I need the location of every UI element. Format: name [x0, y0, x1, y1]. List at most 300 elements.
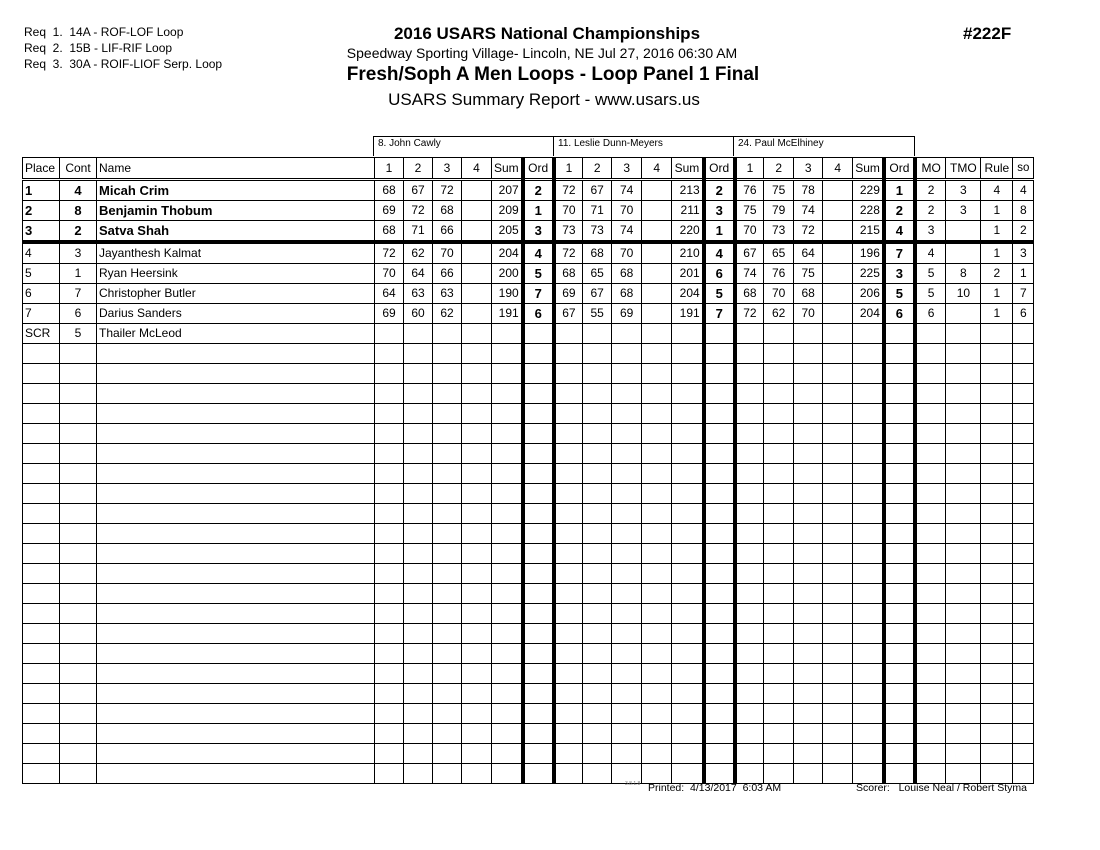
empty-cell: [23, 424, 60, 444]
empty-row: [23, 724, 1034, 744]
name-cell: Ryan Heersink: [97, 264, 375, 284]
empty-cell: [1013, 384, 1034, 404]
empty-cell: [612, 444, 642, 464]
empty-cell: [97, 504, 375, 524]
empty-cell: [823, 344, 853, 364]
judge1-score-1: 70: [375, 264, 404, 284]
empty-cell: [1013, 484, 1034, 504]
empty-cell: [23, 564, 60, 584]
empty-cell: [853, 504, 884, 524]
empty-cell: [1013, 624, 1034, 644]
empty-cell: [642, 564, 672, 584]
empty-cell: [672, 504, 704, 524]
empty-cell: [492, 444, 523, 464]
empty-cell: [735, 424, 764, 444]
empty-cell: [946, 484, 981, 504]
empty-cell: [492, 724, 523, 744]
empty-cell: [554, 384, 583, 404]
rule-cell: 1: [981, 284, 1013, 304]
judge1-sum: 204: [492, 242, 523, 264]
empty-cell: [462, 384, 492, 404]
empty-cell: [612, 684, 642, 704]
empty-cell: [853, 344, 884, 364]
place-cell: 7: [23, 304, 60, 324]
judge3-score-1: 76: [735, 180, 764, 201]
cont-cell: 6: [60, 304, 97, 324]
empty-cell: [60, 564, 97, 584]
empty-cell: [492, 684, 523, 704]
col-so: so: [1013, 158, 1034, 180]
judge2-sum: 211: [672, 201, 704, 221]
empty-cell: [794, 424, 823, 444]
empty-cell: [97, 564, 375, 584]
empty-cell: [1013, 744, 1034, 764]
empty-cell: [884, 504, 915, 524]
judge2-ordinal: 1: [704, 221, 735, 243]
empty-cell: [433, 684, 462, 704]
empty-row: [23, 644, 1034, 664]
empty-cell: [946, 344, 981, 364]
empty-cell: [433, 664, 462, 684]
empty-cell: [433, 744, 462, 764]
requirement-1: Req 1. 14A - ROF-LOF Loop: [24, 25, 184, 39]
empty-cell: [642, 744, 672, 764]
empty-cell: [672, 724, 704, 744]
empty-row: [23, 404, 1034, 424]
empty-cell: [764, 764, 794, 784]
empty-cell: [853, 744, 884, 764]
empty-cell: [1013, 424, 1034, 444]
empty-cell: [97, 524, 375, 544]
empty-cell: [583, 504, 612, 524]
judge2-score-1: 72: [554, 180, 583, 201]
empty-cell: [433, 724, 462, 744]
empty-cell: [404, 384, 433, 404]
empty-cell: [884, 424, 915, 444]
empty-cell: [492, 544, 523, 564]
empty-cell: [642, 684, 672, 704]
judge3-ordinal: 1: [884, 180, 915, 201]
empty-cell: [981, 664, 1013, 684]
event-number: #222F: [963, 24, 1012, 43]
empty-cell: [642, 344, 672, 364]
empty-cell: [642, 444, 672, 464]
empty-cell: [764, 464, 794, 484]
judge2-ordinal: 6: [704, 264, 735, 284]
judge2-score-1: 68: [554, 264, 583, 284]
empty-cell: [915, 704, 946, 724]
empty-cell: [642, 604, 672, 624]
empty-cell: [642, 484, 672, 504]
judge3-sum: 196: [853, 242, 884, 264]
empty-cell: [523, 384, 554, 404]
empty-cell: [583, 584, 612, 604]
empty-cell: [794, 484, 823, 504]
empty-cell: [823, 484, 853, 504]
table-row: [23, 284, 1034, 304]
empty-row: [23, 684, 1034, 704]
so-cell: 7: [1013, 284, 1034, 304]
empty-row: [23, 704, 1034, 724]
empty-cell: [853, 724, 884, 744]
empty-cell: [554, 524, 583, 544]
empty-cell: [884, 544, 915, 564]
rule-cell: 2: [981, 264, 1013, 284]
empty-cell: [704, 764, 735, 784]
empty-cell: [853, 664, 884, 684]
empty-cell: [735, 444, 764, 464]
empty-cell: [97, 404, 375, 424]
name-cell: Darius Sanders: [97, 304, 375, 324]
empty-cell: [853, 404, 884, 424]
empty-cell: [642, 404, 672, 424]
rule-cell: [981, 324, 1013, 344]
judge2-score-3: 74: [612, 221, 642, 243]
judge1-score-1: 64: [375, 284, 404, 304]
tmo-cell: 3: [946, 180, 981, 201]
empty-cell: [853, 564, 884, 584]
empty-cell: [375, 624, 404, 644]
empty-cell: [735, 604, 764, 624]
judge3-score-3: 72: [794, 221, 823, 243]
empty-cell: [97, 384, 375, 404]
judge2-score-2: [583, 324, 612, 344]
empty-cell: [794, 404, 823, 424]
header-row: [23, 158, 1034, 180]
empty-cell: [433, 564, 462, 584]
empty-cell: [523, 504, 554, 524]
judge1-ordinal: 2: [523, 180, 554, 201]
empty-cell: [853, 624, 884, 644]
judge1-score-4: [462, 201, 492, 221]
rule-cell: 1: [981, 304, 1013, 324]
empty-cell: [946, 464, 981, 484]
empty-cell: [946, 684, 981, 704]
j1-col-2: 2: [404, 158, 433, 180]
judge1-ordinal: 4: [523, 242, 554, 264]
tmo-cell: 8: [946, 264, 981, 284]
empty-cell: [853, 544, 884, 564]
mo-cell: 5: [915, 264, 946, 284]
empty-cell: [60, 604, 97, 624]
col-place: Place: [23, 158, 60, 180]
name-cell: Satva Shah: [97, 221, 375, 243]
j2-col-ord: Ord: [704, 158, 735, 180]
scorer-label: Scorer: Louise Neal / Robert Styma: [856, 782, 1027, 794]
empty-cell: [433, 344, 462, 364]
judge3-ordinal: 3: [884, 264, 915, 284]
empty-cell: [462, 524, 492, 544]
empty-cell: [981, 364, 1013, 384]
judge1-sum: 209: [492, 201, 523, 221]
empty-cell: [23, 524, 60, 544]
empty-cell: [462, 584, 492, 604]
empty-cell: [462, 604, 492, 624]
empty-cell: [97, 764, 375, 784]
empty-cell: [884, 384, 915, 404]
col-tmo: TMO: [946, 158, 981, 180]
empty-cell: [375, 364, 404, 384]
judge3-score-4: [823, 201, 853, 221]
empty-cell: [462, 764, 492, 784]
empty-cell: [554, 724, 583, 744]
mo-cell: 2: [915, 180, 946, 201]
requirement-3: Req 3. 30A - ROIF-LIOF Serp. Loop: [24, 57, 223, 71]
empty-cell: [946, 744, 981, 764]
empty-cell: [764, 504, 794, 524]
place-cell: 4: [23, 242, 60, 264]
empty-cell: [642, 464, 672, 484]
empty-cell: [981, 384, 1013, 404]
empty-cell: [462, 644, 492, 664]
empty-cell: [492, 564, 523, 584]
empty-cell: [672, 364, 704, 384]
empty-cell: [433, 424, 462, 444]
empty-cell: [60, 544, 97, 564]
judge3-score-3: 64: [794, 242, 823, 264]
empty-cell: [583, 444, 612, 464]
empty-cell: [60, 704, 97, 724]
empty-cell: [823, 584, 853, 604]
empty-cell: [554, 424, 583, 444]
empty-cell: [672, 764, 704, 784]
judge1-score-3: 63: [433, 284, 462, 304]
empty-cell: [23, 444, 60, 464]
empty-cell: [794, 584, 823, 604]
empty-cell: [554, 544, 583, 564]
so-cell: 6: [1013, 304, 1034, 324]
judge3-ordinal: [884, 324, 915, 344]
empty-cell: [884, 484, 915, 504]
empty-cell: [704, 604, 735, 624]
judge3-score-2: 65: [764, 242, 794, 264]
empty-cell: [462, 684, 492, 704]
judge3-score-4: [823, 221, 853, 243]
tmo-cell: 3: [946, 201, 981, 221]
empty-cell: [946, 424, 981, 444]
empty-cell: [672, 404, 704, 424]
empty-cell: [583, 364, 612, 384]
j2-col-2: 2: [583, 158, 612, 180]
empty-row: [23, 564, 1034, 584]
judge1-ordinal: 6: [523, 304, 554, 324]
empty-cell: [946, 704, 981, 724]
empty-cell: [404, 624, 433, 644]
empty-cell: [823, 544, 853, 564]
empty-cell: [884, 404, 915, 424]
empty-cell: [612, 424, 642, 444]
empty-cell: [612, 644, 642, 664]
empty-cell: [884, 704, 915, 724]
empty-cell: [375, 744, 404, 764]
empty-cell: [764, 344, 794, 364]
empty-cell: [97, 344, 375, 364]
empty-cell: [523, 484, 554, 504]
empty-cell: [735, 364, 764, 384]
j3-col-4: 4: [823, 158, 853, 180]
empty-cell: [462, 744, 492, 764]
j2-col-3: 3: [612, 158, 642, 180]
empty-cell: [404, 584, 433, 604]
empty-cell: [554, 664, 583, 684]
empty-cell: [672, 584, 704, 604]
empty-cell: [375, 344, 404, 364]
empty-cell: [823, 704, 853, 724]
empty-cell: [704, 704, 735, 724]
empty-cell: [612, 724, 642, 744]
empty-cell: [23, 684, 60, 704]
empty-cell: [704, 544, 735, 564]
judge1-score-2: 60: [404, 304, 433, 324]
empty-cell: [60, 664, 97, 684]
empty-cell: [404, 564, 433, 584]
judge1-score-2: 63: [404, 284, 433, 304]
empty-row: [23, 584, 1034, 604]
table-row: [23, 201, 1034, 221]
empty-cell: [523, 724, 554, 744]
empty-cell: [23, 344, 60, 364]
judge2-ordinal: 2: [704, 180, 735, 201]
empty-cell: [1013, 664, 1034, 684]
empty-cell: [583, 764, 612, 784]
name-cell: Micah Crim: [97, 180, 375, 201]
empty-cell: [764, 384, 794, 404]
empty-cell: [60, 644, 97, 664]
empty-cell: [764, 744, 794, 764]
empty-cell: [23, 384, 60, 404]
empty-cell: [492, 344, 523, 364]
empty-cell: [946, 444, 981, 464]
empty-cell: [97, 364, 375, 384]
judge3-score-3: 75: [794, 264, 823, 284]
empty-cell: [823, 604, 853, 624]
empty-cell: [583, 564, 612, 584]
empty-cell: [523, 464, 554, 484]
judge2-sum: 201: [672, 264, 704, 284]
empty-row: [23, 424, 1034, 444]
empty-cell: [735, 764, 764, 784]
empty-cell: [554, 364, 583, 384]
judge1-score-2: 64: [404, 264, 433, 284]
empty-cell: [60, 344, 97, 364]
empty-cell: [1013, 644, 1034, 664]
empty-cell: [915, 464, 946, 484]
empty-cell: [735, 724, 764, 744]
empty-cell: [492, 624, 523, 644]
empty-cell: [60, 444, 97, 464]
judge3-score-2: 79: [764, 201, 794, 221]
empty-cell: [523, 624, 554, 644]
empty-cell: [492, 644, 523, 664]
empty-cell: [554, 704, 583, 724]
empty-cell: [462, 624, 492, 644]
col-rule: Rule: [981, 158, 1013, 180]
empty-cell: [794, 604, 823, 624]
so-cell: 2: [1013, 221, 1034, 243]
empty-cell: [375, 564, 404, 584]
empty-cell: [764, 644, 794, 664]
judge3-ordinal: 4: [884, 221, 915, 243]
empty-cell: [554, 564, 583, 584]
rule-cell: 1: [981, 201, 1013, 221]
judge2-score-1: 73: [554, 221, 583, 243]
judge1-score-2: [404, 324, 433, 344]
empty-cell: [642, 524, 672, 544]
empty-cell: [823, 384, 853, 404]
empty-cell: [60, 484, 97, 504]
empty-cell: [462, 364, 492, 384]
j3-col-sum: Sum: [853, 158, 884, 180]
empty-cell: [672, 704, 704, 724]
judge3-ordinal: 7: [884, 242, 915, 264]
empty-row: [23, 504, 1034, 524]
empty-cell: [764, 664, 794, 684]
empty-cell: [523, 544, 554, 564]
judge3-score-2: 76: [764, 264, 794, 284]
judge2-sum: 204: [672, 284, 704, 304]
empty-cell: [884, 524, 915, 544]
empty-cell: [794, 664, 823, 684]
empty-cell: [853, 604, 884, 624]
tmo-cell: [946, 324, 981, 344]
empty-cell: [404, 524, 433, 544]
empty-cell: [672, 604, 704, 624]
empty-cell: [704, 384, 735, 404]
empty-cell: [704, 464, 735, 484]
empty-row: [23, 344, 1034, 364]
empty-cell: [492, 504, 523, 524]
empty-cell: [492, 704, 523, 724]
so-cell: 1: [1013, 264, 1034, 284]
empty-cell: [735, 524, 764, 544]
empty-cell: [981, 644, 1013, 664]
empty-cell: [492, 524, 523, 544]
empty-cell: [375, 444, 404, 464]
judge2-sum: 210: [672, 242, 704, 264]
empty-cell: [915, 504, 946, 524]
empty-cell: [554, 584, 583, 604]
empty-cell: [946, 564, 981, 584]
empty-cell: [583, 684, 612, 704]
empty-cell: [612, 604, 642, 624]
tmo-cell: 10: [946, 284, 981, 304]
empty-cell: [672, 624, 704, 644]
empty-cell: [60, 584, 97, 604]
judge2-sum: 220: [672, 221, 704, 243]
empty-cell: [915, 764, 946, 784]
empty-cell: [764, 584, 794, 604]
empty-cell: [23, 544, 60, 564]
empty-cell: [915, 644, 946, 664]
empty-cell: [375, 724, 404, 744]
empty-cell: [404, 504, 433, 524]
judge3-sum: 229: [853, 180, 884, 201]
empty-cell: [853, 584, 884, 604]
empty-cell: [404, 484, 433, 504]
empty-cell: [981, 684, 1013, 704]
empty-cell: [375, 424, 404, 444]
judge3-score-1: 74: [735, 264, 764, 284]
empty-cell: [375, 524, 404, 544]
empty-cell: [794, 744, 823, 764]
rule-cell: 1: [981, 221, 1013, 243]
empty-cell: [915, 424, 946, 444]
judge-header-2: 11. Leslie Dunn-Meyers: [553, 136, 734, 156]
judge1-score-4: [462, 284, 492, 304]
empty-cell: [764, 564, 794, 584]
judge3-score-2: 70: [764, 284, 794, 304]
judge2-score-4: [642, 264, 672, 284]
